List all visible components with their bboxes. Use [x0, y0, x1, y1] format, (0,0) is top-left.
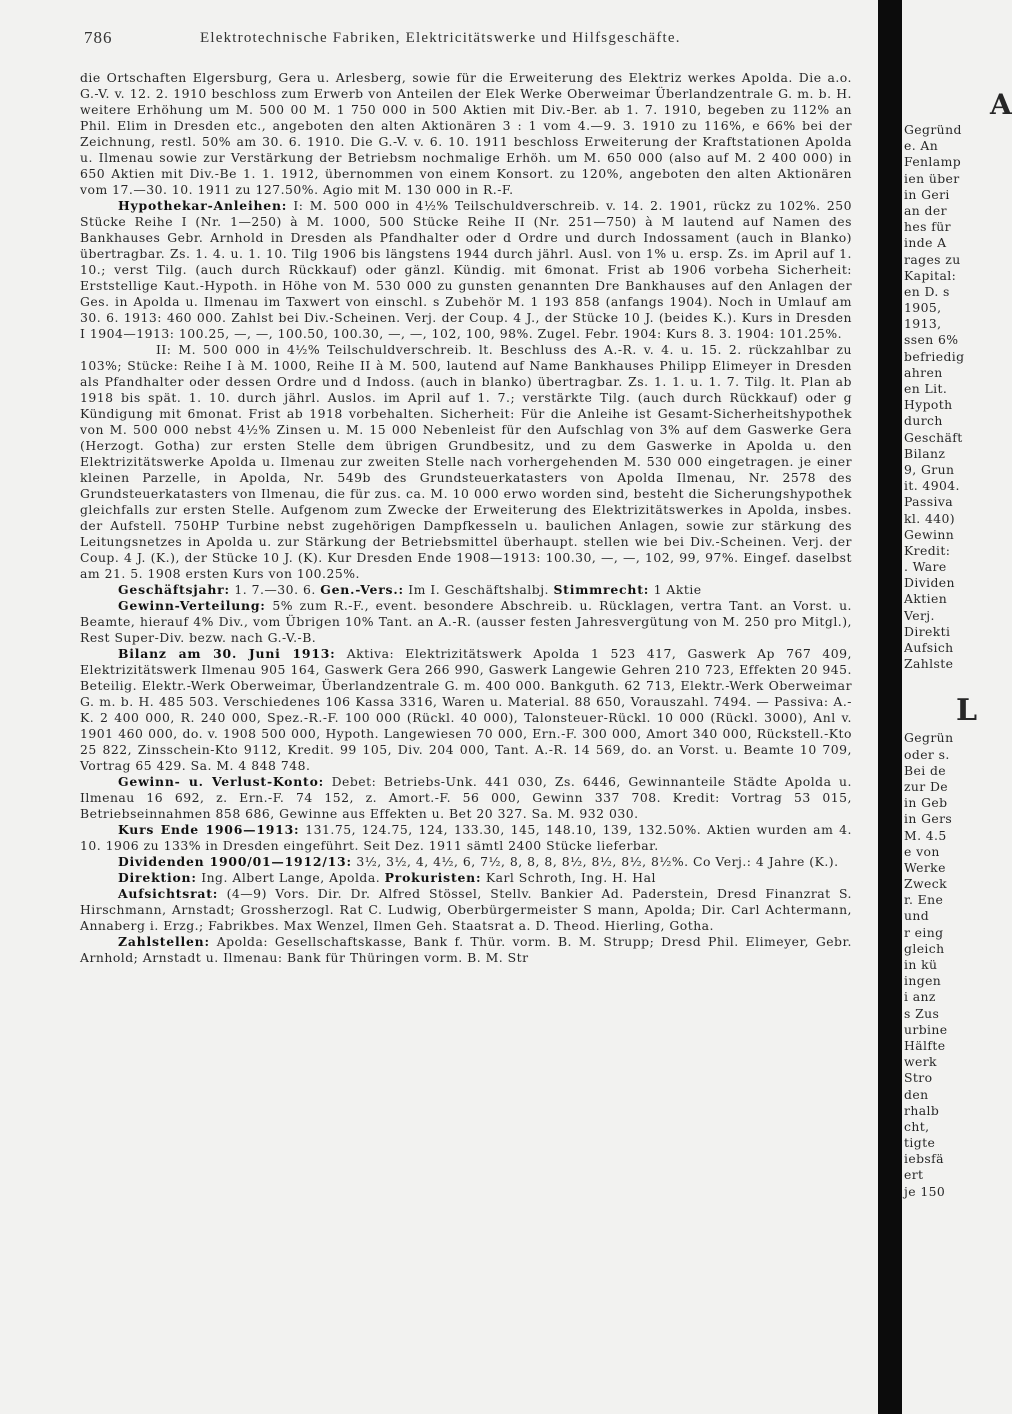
general-meeting-text: Im I. Geschäftshalbj.: [408, 582, 549, 597]
supervisory-board-label: Aufsichtsrat:: [118, 886, 219, 901]
book-gutter: [878, 0, 902, 1414]
adjacent-line: Aufsich: [904, 640, 954, 655]
paying-agents-text: Apolda: Gesellschaftskasse, Bank f. Thür. vorm. B. M. Strupp; Dresd Phil. Elimeyer, Gebr. Arnhold; Arnstadt u. Ilmenau: Bank für Thüringen vorm. B. M. Str: [80, 934, 852, 965]
adjacent-line: gleich: [904, 940, 945, 956]
balance-sheet-text: Aktiva: Elektrizitätswerk Apolda 1 523 417, Gaswerk Ap 767 409, Elektrizitätswerk Ilmenau 905 164, Gaswerk Gera 266 990, Gaswerk Langewie Gehren 210 723, Effekten 20 945. Beteilig. Elektr.-Werk Oberweimar, Überlandzentrale G. m. 400 000. Bankguth. 62 713, Elektr.-Werk Oberweimar G. m. b. H. 485 503. Verschiedenes 106 Kassa 3316, Waren u. Material. 88 650, Vorauszahl. 7494. — Passiva: A.-K. 2 400 000, R. 240 000, Spez.-R.-F. 100 000 (Rückl. 40 000), Talonsteuer-Rückl. 10 000 (Rückl. 3000), Anl v. 1901 460 000, do. v. 1908 500 000, Hypoth. Langewiesen 70 000, Ern.-F. 300 000, Amort 340 000, Rückstell.-Kto 25 822, Zinsschein-Kto 9112, Kredit. 99 105, Div. 204 000, Tant. A.-R. 14 569, do. an Vorst. u. Beamte 10 709, Vortrag 65 429. Sa. M. 4 848 748.: [80, 646, 852, 773]
mortgage-loan-1-paragraph: [80, 198, 852, 342]
mortgage-loan-2-paragraph: II: M. 500 000 in 4½% Teilschuldverschreib. lt. Beschluss des A.-R. v. 4. u. 15. 2. rückzahlbar zu 103%; Stücke: Reihe I à M. 1000, Reihe II à M. 500, lautend auf Name Bankhauses Philipp Elimeyer in Dresden als Pfandhalter oder dessen Ordre und d Indoss. (auch in blanko) übertragbar. Zs. 1. 1. u. 1. 7. Tilg. lt. Plan ab 1918 bis spät. 1. 10. durch jährl. Auslos. im April auf 1. 7.; verstärkte Tilg. (auch durch Rückkauf) oder g Kündigung mit 6monat. Frist ab 1918 vorbehalten. Sicherheit: Für die Anleihe ist Gesamt-Sicherheitshypothek von M. 500 000 nebst 4½% Zinsen u. M. 15 000 Nebenleist für den Aufschlag von 3% auf dem Gaswerke Gera (Herzogt. Gotha) zur ersten Stelle dem übrigen Grundbesitz, und zu dem Gaswerke in Apolda u. den Elektrizitätswerke Apolda u. Ilmenau zur zweiten Stelle nach vorhergehenden M. 530 000 eingetragen. je einer kleinen Parzelle, in Apolda, Nr. 549b des Grundsteuerkatasters von Apolda Ilmenau, Nr. 2578 des Grundsteuerkatasters von Ilmenau, die für zus. ca. M. 10 000 erwo worden sind, besteht die Sicherungshypothek gleichfalls zur ersten Stelle. Aufgenom zum Zwecke der Erweiterung des Elektrizitätswerkes in Apolda, insbes. der Aufstell. 750HP Turbine nebst zugehörigen Dampfkesseln u. baulichen Anlagen, sowie zur stärkung des Leitungsnetzes in Apolda u. zur Stärkung der Betriebsmittel überhaupt. stellen wie bei Div.-Scheinen. Verj. der Coup. 4 J. (K.), der Stücke 10 J. (K). Kur Dresden Ende 1908—1913: 100.30, —, —, 102, 99, 97%. Eingef. daselbst am 21. 5. 1908 ersten Kurs von 100.25%.: [80, 342, 852, 581]
adjacent-line: M. 4.5: [904, 827, 947, 843]
adjacent-line: Zahlste: [904, 656, 954, 672]
fiscal-year-line: [80, 582, 852, 598]
adjacent-line: Hypoth: [904, 397, 953, 413]
adjacent-line: e. An: [904, 138, 939, 154]
adjacent-line: je 150: [904, 1183, 946, 1199]
balance-sheet-label: Bilanz am 30. Juni 1913:: [118, 646, 336, 661]
supervisory-board-text: (4—9) Vors. Dir. Dr. Alfred Stössel, Stellv. Bankier Ad. Paderstein, Dresd Finanzrat S. Hirschmann, Arnstadt; Grossherzogl. Rat C. Ludwig, Oberbürgermeister S mann, Apolda; Dir. Carl Achtermann, Annaberg i. Erzg.; Fabrikbes. Max Wenzel, Ilmen Geh. Staatsrat a. D. Theod. Hierling, Gotha.: [80, 886, 852, 933]
adjacent-line: kl. 440): [904, 510, 956, 526]
authorized-officers-label: Prokuristen:: [384, 870, 482, 885]
profit-distribution-label: Gewinn-Verteilung:: [118, 598, 266, 613]
page-header: [74, 28, 854, 58]
supervisory-board-paragraph: [80, 886, 852, 934]
adjacent-line: e von: [904, 843, 940, 859]
adjacent-line: rages zu: [904, 251, 961, 267]
share-price-label: Kurs Ende 1906—1913:: [118, 822, 300, 837]
adjacent-line: Kapital:: [904, 267, 957, 283]
mortgage-loans-label: Hypothekar-Anleihen:: [118, 198, 288, 213]
adjacent-line: Bei de: [904, 762, 947, 778]
adjacent-line: Stro: [904, 1070, 933, 1086]
adjacent-line: oder s.: [904, 746, 950, 762]
share-price-text: 131.75, 124.75, 124, 133.30, 145, 148.10, 139, 132.50%. Aktien wurden am 4. 10. 1906 zu 133% in Dresden eingeführt. Seit Dez. 1911 sämtl 2400 Stücke lieferbar.: [80, 822, 852, 853]
adjacent-line: 1905,: [904, 300, 942, 316]
page-number: 786: [84, 28, 113, 47]
adjacent-line: cht,: [904, 1118, 930, 1134]
adjacent-lines-1: [904, 122, 1000, 672]
fiscal-year-text: 1. 7.—30. 6.: [234, 582, 316, 597]
adjacent-line: Direkti: [904, 623, 951, 639]
adjacent-line: Fenlamp: [904, 154, 962, 170]
adjacent-line: den: [904, 1086, 929, 1102]
adjacent-line: . Ware: [904, 559, 947, 575]
dividends-text: 3½, 3½, 4, 4½, 6, 7½, 8, 8, 8, 8½, 8½, 8½, 8½%. Co Verj.: 4 Jahre (K.).: [356, 854, 839, 869]
adjacent-heading-2: L: [956, 693, 978, 729]
adjacent-line: befriedig: [904, 348, 965, 364]
authorized-officers-text: Karl Schroth, Ing. H. Hal: [485, 870, 656, 885]
adjacent-line: Dividen: [904, 575, 955, 591]
adjacent-line: rhalb: [904, 1102, 940, 1118]
adjacent-line: Verj.: [904, 607, 935, 623]
management-text: Ing. Albert Lange, Apolda.: [201, 870, 381, 885]
adjacent-line: ingen: [904, 973, 942, 989]
profit-loss-paragraph: [80, 774, 852, 822]
adjacent-line: tigte: [904, 1135, 936, 1151]
capital-history-paragraph: die Ortschaften Elgersburg, Gera u. Arlesberg, sowie für die Erweiterung des Elektriz werkes Apolda. Die a.o. G.-V. v. 12. 2. 1910 beschloss zum Erwerb von Anteilen der Elek Werke Oberweimar Überlandzentrale G. m. b. H. weitere Erhöhung um M. 500 00 M. 1 750 000 in 500 Aktien mit Div.-Ber. ab 1. 7. 1910, begeben zu 112% an Phil. Elim in Dresden etc., angeboten den alten Aktionären 3 : 1 vom 4.—9. 3. 1910 zu 116%, e 66% bei der Zeichnung, restl. 50% am 30. 6. 1910. Die G.-V. v. 6. 10. 1911 beschloss Erweiterung der Kraftstationen Apolda u. Ilmenau sowie zur Verstärkung der Betriebsm nochmalige Erhöh. um M. 650 000 (also auf M. 2 400 000) in 650 Aktien mit Div.-Be 1. 1. 1912, übernommen von einem Konsort. zu 120%, angeboten den alten Aktionären vom 17.—30. 10. 1911 zu 127.50%. Agio mit M. 130 000 in R.-F.: [80, 70, 852, 197]
paying-agents-paragraph: [80, 934, 852, 966]
adjacent-line: 1913,: [904, 316, 942, 332]
adjacent-line: urbine: [904, 1021, 948, 1037]
adjacent-line: en Lit.: [904, 381, 948, 396]
adjacent-line: in Gers: [904, 811, 953, 827]
dividends-paragraph: [80, 854, 852, 870]
fiscal-year-label: Geschäftsjahr:: [118, 582, 230, 597]
adjacent-lines-2: [904, 730, 1000, 1199]
management-line: [80, 870, 852, 886]
adjacent-line: i anz: [904, 989, 936, 1005]
profit-distribution-paragraph: [80, 598, 852, 646]
general-meeting-label: Gen.-Vers.:: [320, 582, 404, 597]
adjacent-line: Gegründ: [904, 122, 962, 137]
adjacent-line: ert: [904, 1167, 924, 1183]
adjacent-line: inde A: [904, 235, 947, 251]
adjacent-line: Werke: [904, 859, 946, 875]
adjacent-line: Gegrün: [904, 730, 954, 746]
profit-loss-text: Debet: Betriebs-Unk. 441 030, Zs. 6446, Gewinnanteile Städte Apolda u. Ilmenau 16 692, z. Ern.-F. 74 152, z. Amort.-F. 56 000, Gewinn 337 708. Kredit: Vortrag 53 015, Betriebseinnahmen 858 686, Gewinne aus Effekten u. Bet 20 327. Sa. M. 932 030.: [80, 774, 852, 821]
adjacent-line: 9, Grun: [904, 461, 955, 477]
adjacent-line: in kü: [904, 957, 938, 972]
profit-loss-label: Gewinn- u. Verlust-Konto:: [118, 774, 325, 789]
adjacent-line: Geschäft: [904, 429, 963, 445]
dividends-label: Dividenden 1900/01—1912/13:: [118, 854, 352, 869]
balance-sheet-paragraph: [80, 646, 852, 774]
paying-agents-label: Zahlstellen:: [118, 934, 210, 949]
adjacent-line: ssen 6%: [904, 332, 959, 348]
adjacent-line: iebsfä: [904, 1151, 944, 1167]
adjacent-line: s Zus: [904, 1005, 940, 1021]
adjacent-line: Zweck: [904, 876, 947, 892]
adjacent-line: Passiva: [904, 494, 954, 510]
adjacent-line: zur De: [904, 778, 949, 794]
adjacent-line: durch: [904, 413, 943, 429]
adjacent-line: in Geb: [904, 795, 948, 811]
adjacent-line: und: [904, 908, 930, 924]
adjacent-line: werk: [904, 1054, 937, 1070]
adjacent-line: Kredit:: [904, 542, 951, 558]
adjacent-line: hes für: [904, 219, 951, 235]
adjacent-line: r. Ene: [904, 892, 944, 908]
adjacent-line: Bilanz: [904, 445, 946, 461]
adjacent-line: Hälfte: [904, 1037, 946, 1053]
adjacent-line: it. 4904.: [904, 478, 960, 494]
adjacent-line: ien über: [904, 170, 960, 186]
voting-right-text: 1 Aktie: [653, 582, 702, 597]
adjacent-line: ahren: [904, 364, 943, 380]
share-price-paragraph: [80, 822, 852, 854]
adjacent-line: r eing: [904, 924, 944, 940]
adjacent-page-column: [904, 88, 1012, 1408]
adjacent-line: Gewinn: [904, 526, 955, 542]
main-column: [80, 70, 852, 1405]
adjacent-line: an der: [904, 202, 947, 218]
adjacent-line: Aktien: [904, 591, 948, 607]
mortgage-loan-1-text: I: M. 500 000 in 4½% Teilschuldverschreib. v. 14. 2. 1901, rückz zu 102%. 250 Stücke Reihe I (Nr. 1—250) à M. 1000, 500 Stücke Reihe II (Nr. 251—750) à M lautend auf Namen des Bankhauses Gebr. Arnhold in Dresden als Pfandhalter oder d Ordre und durch Indossament (auch in Blanko) übertragbar. Zs. 1. 4. u. 1. 10. Tilg 1906 bis längstens 1944 durch jährl. Ausl. von 1% u. ersp. Zs. im April auf 1. 10.; verst Tilg. (auch durch Rückkauf) oder gänzl. Kündig. mit 6monat. Frist ab 1906 vorbeha Sicherheit: Erststellige Kaut.-Hypoth. in Höhe von M. 530 000 zu gunsten genannten Dre Bankhauses auf den Anlagen der Ges. in Apolda u. Ilmenau im Taxwert von einschl. s Zubehör M. 1 193 858 (anfangs 1904). Noch in Umlauf am 30. 6. 1913: 460 000. Zahlst bei Div.-Scheinen. Verj. der Coup. 4 J., der Stücke 10 J. (beides K.). Kurs in Dresden I 1904—1913: 100.25, —, —, 100.50, 100.30, —, —, 102, 100, 98%. Zugel. Febr. 1904: Kurs 8. 3. 1904: 101.25%.: [80, 198, 852, 341]
adjacent-heading-1: A: [990, 88, 1012, 121]
management-label: Direktion:: [118, 870, 197, 885]
adjacent-line: en D. s: [904, 283, 950, 299]
adjacent-line: in Geri: [904, 186, 950, 202]
voting-right-label: Stimmrecht:: [553, 582, 650, 597]
running-title: Elektrotechnische Fabriken, Elektricitätswerke und Hilfsgeschäfte.: [200, 30, 681, 46]
profit-distribution-text: 5% zum R.-F., event. besondere Abschreib. u. Rücklagen, vertra Tant. an Vorst. u. Beamte, hierauf 4% Div., vom Übrigen 10% Tant. an A.-R. (ausser festen Jahresvergütung von M. 250 pro Mitgl.), Rest Super-Div. bezw. nach G.-V.-B.: [80, 598, 852, 645]
